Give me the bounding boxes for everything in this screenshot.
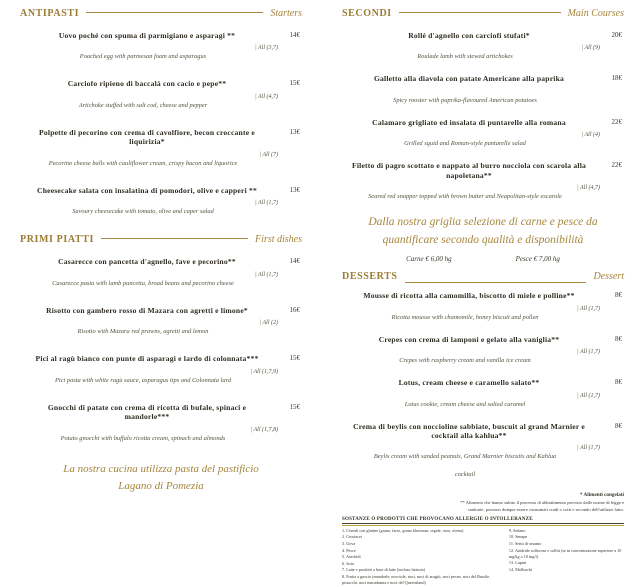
dish-allergens: | All (1,7)	[576, 445, 600, 452]
menu-item-carciofo	[20, 79, 302, 111]
pasta-note-line1: La nostra cucina utilizza pasta del pastificio	[63, 462, 259, 475]
dish-subline	[20, 369, 302, 387]
grill-prices	[342, 255, 624, 263]
dish-subline	[20, 427, 302, 445]
dish-price: 22€	[611, 117, 622, 126]
dish-subline	[20, 272, 302, 290]
grill-price-fish: Pesce € 7,00 hg	[515, 255, 560, 264]
dish-price: 15€	[289, 79, 300, 88]
section-subtitle: Main Courses	[567, 8, 624, 19]
dish-allergens: | All (7)	[259, 151, 278, 158]
pasta-note-line2: Lagano di Pomezia	[118, 479, 204, 492]
right-column	[320, 0, 640, 586]
dish-translation: Pici pasta with white ragù sauce, asparagus tips and Colonnata lard	[54, 376, 232, 384]
dish-translation: Potato gnocchi with buffalo ricotta cream, spinach and almonds	[60, 434, 226, 442]
allergen-item: 3. Uova	[342, 541, 356, 547]
dish-price: 22€	[611, 161, 622, 170]
dish-allergens: | All (2)	[259, 320, 278, 327]
section-header-desserts	[342, 271, 624, 282]
allergen-block	[342, 517, 624, 587]
dish-translation: Artichoke stuffed with salt cod, cheese and pepper	[78, 101, 208, 109]
allergen-item: 6. Soia	[342, 560, 354, 566]
menu-item-risotto	[20, 306, 302, 338]
dish-allergens: | All (3,7)	[254, 45, 278, 52]
dish-translation: Beylis cream with sanded peanuts, Grand Marnier biscuits and Kahlua cocktail	[373, 453, 557, 479]
dish-price: 8€	[615, 334, 622, 343]
dish-name: Polpette di pecorino con crema di cavolfiore, becon croccante e liquirizia*	[39, 127, 255, 147]
dish-translation: Pecorino cheese balls with cauliflower cream, crispy bacon and liquorice	[48, 159, 238, 167]
menu-item-polpette	[20, 128, 302, 170]
dish-name: Galletto alla diavola con patate Americane alla paprika	[373, 74, 565, 84]
dish-subline	[342, 349, 624, 367]
grill-price-meat: Carne € 6,00 hg	[406, 255, 452, 264]
dish-name: Pici al ragù bianco con punte di asparagi e lardo di colonnata***	[35, 354, 259, 364]
allergen-item: 8. Frutta a guscio (mandorle, nocciole, noci, noci di acagiù, noci pecan, noci del Brasile, pistacchi, noci macadamia e noci del Queensland)	[342, 574, 491, 586]
section-subtitle: Starters	[270, 8, 302, 19]
left-column	[0, 0, 320, 492]
allergen-item: 9. Sedano	[508, 527, 526, 533]
menu-item-gnocchi	[20, 403, 302, 445]
dish-subline	[342, 45, 624, 63]
allergen-item: 5. Arachidi	[342, 554, 361, 560]
dish-subline	[342, 445, 624, 481]
section-title: ANTIPASTI	[20, 8, 80, 19]
dish-name: Rollé d'agnello con carciofi stufati*	[408, 31, 530, 40]
dish-subline	[20, 320, 302, 338]
dish-name: Gnocchi di patate con crema di ricotta di bufale, spinaci e mandorle***	[47, 402, 247, 422]
dish-name: Uovo poché con spuma di parmigiano e asparagi **	[58, 31, 236, 40]
allergen-item: 7. Latte e prodotti a base di latte (incluso lattosio)	[342, 567, 426, 573]
allergen-columns	[342, 528, 624, 587]
dish-price: 15€	[289, 402, 300, 411]
dish-subline	[20, 94, 302, 112]
dish-price: 20€	[611, 31, 622, 39]
dish-subline	[20, 152, 302, 170]
dish-allergens: | All (1,7)	[576, 392, 600, 399]
section-header-antipasti	[20, 8, 302, 19]
menu-item-crepes	[342, 335, 624, 367]
allergen-list-left	[342, 528, 501, 587]
section-subtitle: First dishes	[255, 234, 302, 246]
dish-price: 13€	[289, 185, 300, 194]
dish-allergens: | All (1,7)	[254, 200, 278, 207]
section-divider	[405, 282, 587, 283]
dish-price: 14€	[289, 31, 300, 39]
dish-name: Crepes con crema di lamponi e gelato alla vaniglia**	[378, 334, 560, 344]
dish-subline	[342, 185, 624, 203]
dish-translation: Crepes with raspberry cream and vanilla ice cream	[399, 357, 531, 365]
frozen-food-note: * Alimenti congelati	[579, 492, 624, 499]
footnotes	[342, 492, 624, 512]
dish-subline	[342, 393, 624, 411]
dish-allergens: | All (4)	[581, 132, 600, 139]
menu-item-lotus	[342, 378, 624, 410]
menu-item-pici	[20, 354, 302, 386]
menu-item-filetto	[342, 161, 624, 203]
section-title: PRIMI PIATTI	[20, 234, 94, 246]
grill-note	[342, 214, 624, 250]
dish-subline	[342, 89, 624, 107]
dish-price: 18€	[611, 74, 622, 83]
dish-price: 8€	[615, 291, 622, 300]
dish-allergens: | All (1,7)	[254, 271, 278, 278]
dish-name: Filetto di pagro scottato e nappato al burro nocciola con scarola alla napoletana**	[352, 161, 586, 180]
dish-translation: Risotto with Mazara red prawns, agretti and lemon	[77, 328, 209, 336]
dish-allergens: | All (1,7)	[576, 349, 600, 356]
dish-subline	[20, 45, 302, 63]
dish-name: Calamaro grigliato ed insalata di puntarelle alla romana	[372, 117, 566, 127]
menu-item-cheesecake	[20, 186, 302, 218]
dish-translation: Casarecce pasta with lamb pancetta, broad beans and pecorino cheese	[52, 279, 234, 287]
dish-price: 8€	[615, 421, 622, 430]
section-divider	[399, 12, 561, 13]
section-header-secondi	[342, 8, 624, 19]
dish-name: Lotus, cream cheese e caramello salato**	[398, 378, 540, 388]
menu-item-rolle	[342, 31, 624, 63]
dish-price: 16€	[289, 305, 300, 314]
dish-translation: Ricotta mousse with chamomile, honey biscuit and pollen	[391, 313, 539, 321]
dish-name: Crema di beylis con noccioline sabbiate, buscuit al grand Marnier e cocktail alla kahlua**	[353, 421, 585, 440]
menu-item-uovo-poche	[20, 31, 302, 63]
section-header-primi-piatti	[20, 234, 302, 245]
dish-price: 13€	[289, 127, 300, 136]
dish-price: 15€	[289, 354, 300, 363]
dish-allergens: | All (1,7)	[576, 305, 600, 312]
menu-item-mousse	[342, 291, 624, 323]
allergen-divider	[342, 523, 624, 526]
dish-name: Cheesecake salata con insalatina di pomodori, olive e capperi **	[37, 185, 257, 195]
menu-item-crema-beylis	[342, 422, 624, 482]
allergen-item: 13. Lupini	[508, 560, 527, 566]
section-subtitle: Dessert	[593, 271, 624, 283]
dish-name: Casarecce con pancetta d'agnello, fave e pecorino**	[58, 257, 236, 267]
allergen-item: 12. Anidride solforosa e solfiti (se in concentrazione superiore a 10 mg/kg o 10 mg/l)	[508, 547, 622, 559]
dish-subline	[342, 132, 624, 150]
dish-allergens: | All (9)	[581, 45, 600, 52]
dish-subline	[20, 200, 302, 218]
dish-translation: Spicy rooster with paprika-flavoured American potatoes	[393, 96, 537, 104]
dish-allergens: | All (4,7)	[576, 185, 600, 192]
allergen-item: 10. Senape	[508, 534, 528, 540]
allergen-item: 1. Cereali con glutine (grano, farro, grano khorasan, segale, orzo, avena)	[342, 527, 464, 533]
menu-item-casarecce	[20, 257, 302, 289]
dish-allergens: | All (1,7,9)	[250, 368, 278, 375]
allergen-item: 14. Molluschi	[508, 566, 533, 572]
dish-name: Mousse di ricotta alla camomilla, biscotto di miele e polline**	[363, 291, 575, 301]
grill-note-line1: Dalla nostra griglia selezione di carne e pesce da	[368, 216, 598, 229]
dish-translation: Poached egg with parmesan foam and asparagus	[79, 53, 207, 61]
dish-allergens: | All (4,7)	[254, 93, 278, 100]
dish-subline	[342, 306, 624, 324]
dish-price: 14€	[289, 257, 300, 266]
dish-name: Carciofo ripieno di baccalà con cacio e pepe**	[67, 79, 227, 89]
pasta-note	[20, 461, 302, 495]
section-title: DESSERTS	[342, 271, 398, 283]
allergen-item: 4. Pesce	[342, 547, 356, 553]
dish-name: Risotto con gambero rosso di Mazara con agretti e limone*	[46, 305, 248, 315]
section-divider	[86, 12, 263, 13]
section-divider	[101, 238, 248, 239]
section-title: SECONDI	[342, 8, 392, 19]
dish-translation: Grilled squid and Roman-style puntarelle salad	[404, 140, 526, 148]
allergen-item: 11. Semi di sesamo	[508, 541, 542, 547]
allergen-list-right	[509, 528, 624, 587]
abatement-note: ** Alimento che hanno subito il processo di abbattimento previsto dalle norme di legge e sanitarie, possono dunque essere consumati crudi o cotti e secondo dell'utilizzo fatto.	[460, 500, 624, 512]
dish-translation: Roulade lamb with stewed artichokes	[417, 53, 513, 61]
allergen-title: SOSTANZE O PRODOTTI CHE PROVOCANO ALLERGIE O INTOLLERANZE	[342, 516, 533, 522]
menu-item-galletto	[342, 74, 624, 106]
dish-translation: Seared red snapper topped with brown butter and Neapolitan-style escarole	[368, 193, 562, 201]
dish-translation: Savoury cheesecake with tomato, olive and caper salad	[72, 208, 214, 216]
grill-note-line2: quantificare secondo qualità e disponibilità	[382, 234, 584, 247]
menu-item-calamaro	[342, 118, 624, 150]
allergen-item: 2. Crostacei	[342, 534, 363, 540]
dish-allergens: | All (1,7,8)	[250, 426, 278, 433]
dish-price: 8€	[615, 378, 622, 387]
dish-translation: Lotus cookie, cream cheese and salted caramel	[404, 400, 526, 408]
